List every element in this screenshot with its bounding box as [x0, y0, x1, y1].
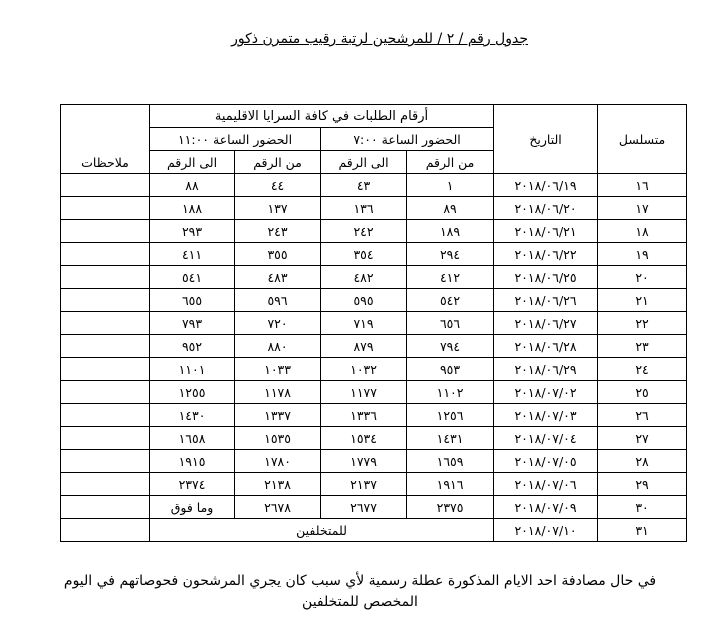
- session1-from-cell: ١٤٣١: [407, 427, 494, 450]
- table-row: [61, 496, 687, 519]
- session1-to-cell: ٤٣: [321, 174, 407, 197]
- session1-from-cell: ١٢٥٦: [407, 404, 494, 427]
- table-row: [61, 266, 687, 289]
- date-cell: ٢٠١٨/٠٧/٠٣: [494, 404, 598, 427]
- session2-to-cell: ٢٣٧٤: [150, 473, 235, 496]
- table-row: [61, 220, 687, 243]
- session1-to-cell: ٢٤٢: [321, 220, 407, 243]
- session1-to-cell: ٨٧٩: [321, 335, 407, 358]
- page-title: جدول رقم / ٢ / للمرشحين لرتبة رقيب متمرن ذكور: [231, 31, 528, 47]
- notes-cell: [61, 427, 150, 450]
- header-session1: الحضور الساعة ٧:٠٠: [321, 128, 494, 151]
- table-row: [61, 197, 687, 220]
- session2-to-cell: ١٢٥٥: [150, 381, 235, 404]
- session1-to-cell: ٤٨٢: [321, 266, 407, 289]
- seq-cell: ١٦: [598, 174, 687, 197]
- session2-to-cell: ٦٥٥: [150, 289, 235, 312]
- notes-cell: [61, 220, 150, 243]
- session2-from-cell: ٧٢٠: [235, 312, 321, 335]
- session1-from-cell: ٥٤٢: [407, 289, 494, 312]
- session1-to-cell: ١٣٦: [321, 197, 407, 220]
- table-row: [61, 473, 687, 496]
- notes-cell: [61, 358, 150, 381]
- session1-from-cell: ٨٩: [407, 197, 494, 220]
- session1-from-cell: ٤١٢: [407, 266, 494, 289]
- table-row: [61, 427, 687, 450]
- notes-cell: [61, 243, 150, 266]
- seq-cell: ٢٧: [598, 427, 687, 450]
- session2-to-cell: ١٩١٥: [150, 450, 235, 473]
- footnote-line-2: المخصص للمتخلفين: [302, 594, 418, 610]
- table-row: [61, 404, 687, 427]
- table-row: [61, 381, 687, 404]
- notes-cell: [61, 197, 150, 220]
- session2-from-cell: ١٥٣٥: [235, 427, 321, 450]
- date-cell: ٢٠١٨/٠٦/٢٩: [494, 358, 598, 381]
- session2-from-cell: ٤٤: [235, 174, 321, 197]
- session2-to-cell: ٧٩٣: [150, 312, 235, 335]
- header-s1-from: من الرقم: [407, 151, 494, 174]
- date-cell: ٢٠١٨/٠٦/٢٢: [494, 243, 598, 266]
- session2-from-cell: ٢٦٧٨: [235, 496, 321, 519]
- session2-to-cell: ٤١١: [150, 243, 235, 266]
- seq-cell: ١٩: [598, 243, 687, 266]
- date-cell: ٢٠١٨/٠٦/٢٥: [494, 266, 598, 289]
- date-cell: ٢٠١٨/٠٧/١٠: [494, 519, 598, 542]
- session2-from-cell: ١٣٧: [235, 197, 321, 220]
- seq-cell: ٢٣: [598, 335, 687, 358]
- session1-to-cell: ١١٧٧: [321, 381, 407, 404]
- table-row: [61, 450, 687, 473]
- date-cell: ٢٠١٨/٠٦/٢٨: [494, 335, 598, 358]
- seq-cell: ٢٩: [598, 473, 687, 496]
- header-seq: متسلسل: [598, 105, 687, 174]
- session2-to-cell: ٥٤١: [150, 266, 235, 289]
- table-row: [61, 243, 687, 266]
- session2-from-cell: ١١٧٨: [235, 381, 321, 404]
- header-notes: ملاحظات: [61, 105, 150, 174]
- header-s2-from: من الرقم: [235, 151, 321, 174]
- session2-from-cell: ١٣٣٧: [235, 404, 321, 427]
- table-row-last: [61, 519, 687, 542]
- header-s1-to: الى الرقم: [321, 151, 407, 174]
- notes-cell: [61, 473, 150, 496]
- notes-cell: [61, 381, 150, 404]
- date-cell: ٢٠١٨/٠٦/٢٧: [494, 312, 598, 335]
- notes-cell: [61, 404, 150, 427]
- session2-to-cell: وما فوق: [150, 496, 235, 519]
- session1-to-cell: ٢٦٧٧: [321, 496, 407, 519]
- date-cell: ٢٠١٨/٠٧/٠٤: [494, 427, 598, 450]
- seq-cell: ٢١: [598, 289, 687, 312]
- session2-from-cell: ٥٩٦: [235, 289, 321, 312]
- session2-to-cell: ١٤٣٠: [150, 404, 235, 427]
- session2-from-cell: ٤٨٣: [235, 266, 321, 289]
- table-row: [61, 335, 687, 358]
- notes-cell: [61, 496, 150, 519]
- seq-cell: ٢٤: [598, 358, 687, 381]
- date-cell: ٢٠١٨/٠٦/١٩: [494, 174, 598, 197]
- notes-cell: [61, 519, 150, 542]
- notes-cell: [61, 174, 150, 197]
- session2-from-cell: ٨٨٠: [235, 335, 321, 358]
- session1-to-cell: ٥٩٥: [321, 289, 407, 312]
- date-cell: ٢٠١٨/٠٧/٠٦: [494, 473, 598, 496]
- header-date: التاريخ: [494, 105, 598, 174]
- header-session2: الحضور الساعة ١١:٠٠: [150, 128, 321, 151]
- date-cell: ٢٠١٨/٠٦/٢٠: [494, 197, 598, 220]
- table-row: [61, 358, 687, 381]
- header-numbers-group: أرقام الطلبات في كافة السرايا الاقليمية: [150, 105, 494, 128]
- session2-to-cell: ٨٨: [150, 174, 235, 197]
- table-row: [61, 289, 687, 312]
- date-cell: ٢٠١٨/٠٦/٢١: [494, 220, 598, 243]
- session1-from-cell: ٢٩٤: [407, 243, 494, 266]
- session1-from-cell: ٧٩٤: [407, 335, 494, 358]
- seq-cell: ٢٦: [598, 404, 687, 427]
- date-cell: ٢٠١٨/٠٦/٢٦: [494, 289, 598, 312]
- notes-cell: [61, 335, 150, 358]
- schedule-table: [60, 104, 687, 542]
- header-row-1: [61, 105, 687, 128]
- session2-to-cell: ٢٩٣: [150, 220, 235, 243]
- seq-cell: ١٨: [598, 220, 687, 243]
- session2-from-cell: ٣٥٥: [235, 243, 321, 266]
- date-cell: ٢٠١٨/٠٧/٠٢: [494, 381, 598, 404]
- seq-cell: ٣١: [598, 519, 687, 542]
- notes-cell: [61, 289, 150, 312]
- session2-from-cell: ١٧٨٠: [235, 450, 321, 473]
- session1-from-cell: ١١٠٢: [407, 381, 494, 404]
- table-row: [61, 174, 687, 197]
- seq-cell: ٢٥: [598, 381, 687, 404]
- date-cell: ٢٠١٨/٠٧/٠٥: [494, 450, 598, 473]
- session2-to-cell: ٩٥٢: [150, 335, 235, 358]
- footnote: [40, 571, 680, 613]
- session2-from-cell: ٢٤٣: [235, 220, 321, 243]
- seq-cell: ٣٠: [598, 496, 687, 519]
- seq-cell: ٢٨: [598, 450, 687, 473]
- notes-cell: [61, 312, 150, 335]
- session1-from-cell: ٩٥٣: [407, 358, 494, 381]
- seq-cell: ١٧: [598, 197, 687, 220]
- session1-from-cell: ١: [407, 174, 494, 197]
- header-s2-to: الى الرقم: [150, 151, 235, 174]
- latecomers-cell: للمتخلفين: [150, 519, 494, 542]
- seq-cell: ٢٠: [598, 266, 687, 289]
- session1-from-cell: ١٦٥٩: [407, 450, 494, 473]
- session1-from-cell: ١٩١٦: [407, 473, 494, 496]
- session1-from-cell: ١٨٩: [407, 220, 494, 243]
- session2-to-cell: ١١٠١: [150, 358, 235, 381]
- table-row: [61, 312, 687, 335]
- session2-to-cell: ١٨٨: [150, 197, 235, 220]
- session1-to-cell: ٣٥٤: [321, 243, 407, 266]
- session1-to-cell: ٢١٣٧: [321, 473, 407, 496]
- session1-to-cell: ١٧٧٩: [321, 450, 407, 473]
- notes-cell: [61, 450, 150, 473]
- session1-to-cell: ١٥٣٤: [321, 427, 407, 450]
- session1-to-cell: ٧١٩: [321, 312, 407, 335]
- session1-from-cell: ٦٥٦: [407, 312, 494, 335]
- footnote-line-1: في حال مصادفة احد الايام المذكورة عطلة رسمية لأي سبب كان يجري المرشحون فحوصاتهم في اليوم: [63, 573, 657, 589]
- session2-from-cell: ٢١٣٨: [235, 473, 321, 496]
- session2-from-cell: ١٠٣٣: [235, 358, 321, 381]
- session2-to-cell: ١٦٥٨: [150, 427, 235, 450]
- session1-from-cell: ٢٣٧٥: [407, 496, 494, 519]
- seq-cell: ٢٢: [598, 312, 687, 335]
- notes-cell: [61, 266, 150, 289]
- session1-to-cell: ١٣٣٦: [321, 404, 407, 427]
- session1-to-cell: ١٠٣٢: [321, 358, 407, 381]
- date-cell: ٢٠١٨/٠٧/٠٩: [494, 496, 598, 519]
